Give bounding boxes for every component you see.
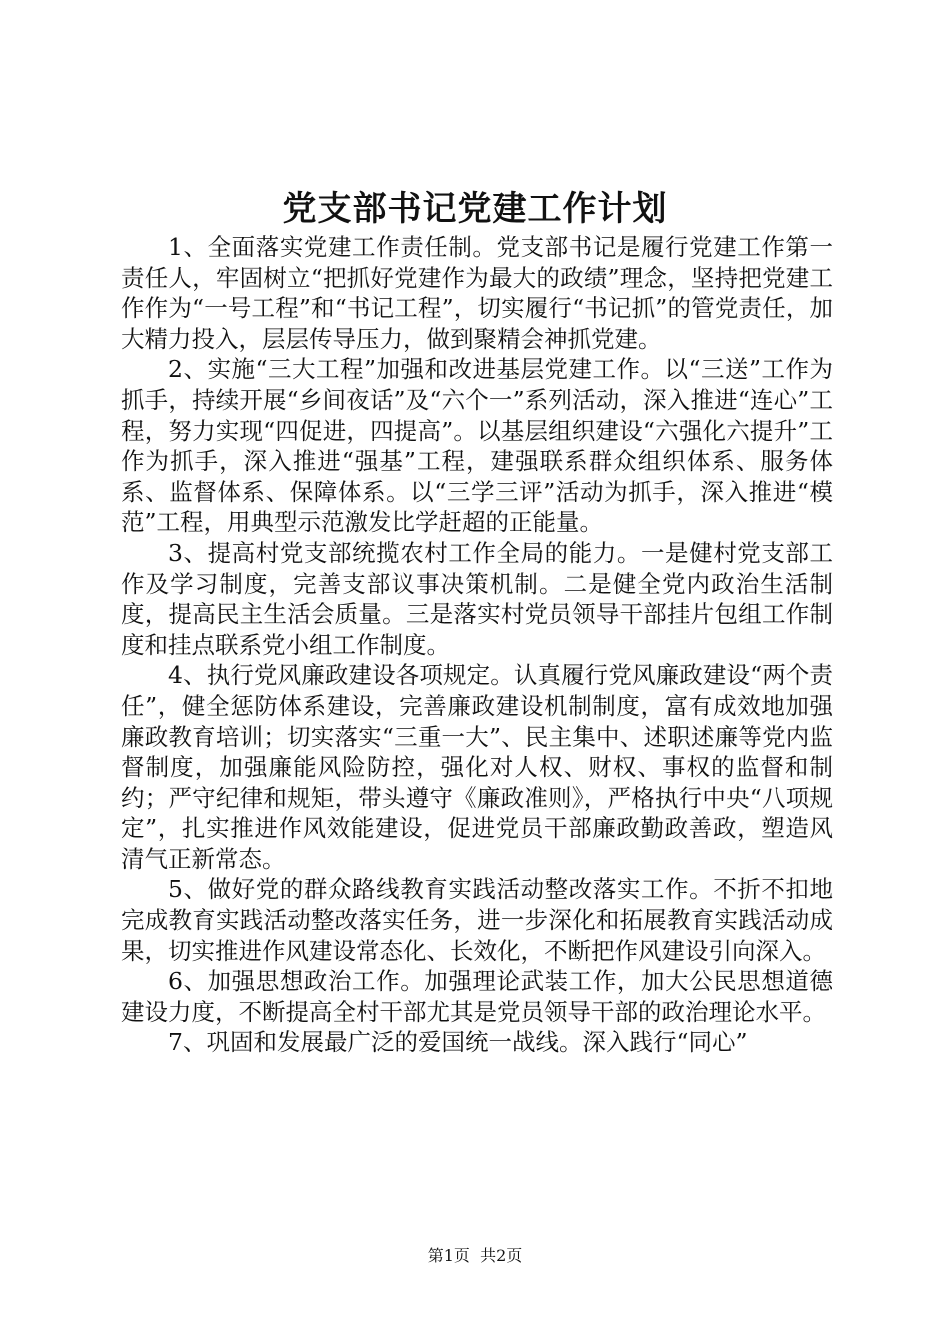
document-body [121,232,833,1058]
paragraph-4: 4、执行党风廉政建设各项规定。认真履行党风廉政建设“两个责任”，健全惩防体系建设，完善廉政建设机制制度，富有成效地加强廉政教育培训；切实落实“三重一大”、民主集中、述职述廉等党内监督制度，加强廉能风险防控，强化对人权、财权、事权的监督和制约；严守纪律和规矩，带头遵守《廉政准则》，严格执行中央“八项规定”，扎实推进作风效能建设，促进党员干部廉政勤政善政，塑造风清气正新常态。 [121,661,833,873]
paragraph-2: 2、实施“三大工程”加强和改进基层党建工作。以“三送”工作为抓手，持续开展“乡间夜话”及“六个一”系列活动，深入推进“连心”工程，努力实现“四促进，四提高”。以基层组织建设“六强化六提升”工作为抓手，深入推进“强基”工程，建强联系群众组织体系、服务体系、监督体系、保障体系。以“三学三评”活动为抓手，深入推进“模范”工程，用典型示范激发比学赶超的正能量。 [121,355,833,537]
paragraph-1: 1、全面落实党建工作责任制。党支部书记是履行党建工作第一责任人，牢固树立“把抓好党建作为最大的政绩”理念，坚持把党建工作作为“一号工程”和“书记工程”，切实履行“书记抓”的管党责任，加大精力投入，层层传导压力，做到聚精会神抓党建。 [121,233,833,353]
paragraph-6: 6、加强思想政治工作。加强理论武装工作，加大公民思想道德建设力度，不断提高全村干部尤其是党员领导干部的政治理论水平。 [121,967,833,1026]
page-footer [0,1245,950,1267]
page-number: 第1页 共2页 [427,1246,523,1265]
paragraph-7: 7、巩固和发展最广泛的爱国统一战线。深入践行“同心” [168,1028,748,1057]
paragraph-3: 3、提高村党支部统揽农村工作全局的能力。一是健村党支部工作及学习制度，完善支部议事决策机制。二是健全党内政治生活制度，提高民主生活会质量。三是落实村党员领导干部挂片包组工作制度和挂点联系党小组工作制度。 [121,538,833,659]
paragraph-5: 5、做好党的群众路线教育实践活动整改落实工作。不折不扣地完成教育实践活动整改落实任务，进一步深化和拓展教育实践活动成果，切实推进作风建设常态化、长效化，不断把作风建设引向深入。 [121,875,833,965]
document-title: 党支部书记党建工作计划 [282,189,668,229]
